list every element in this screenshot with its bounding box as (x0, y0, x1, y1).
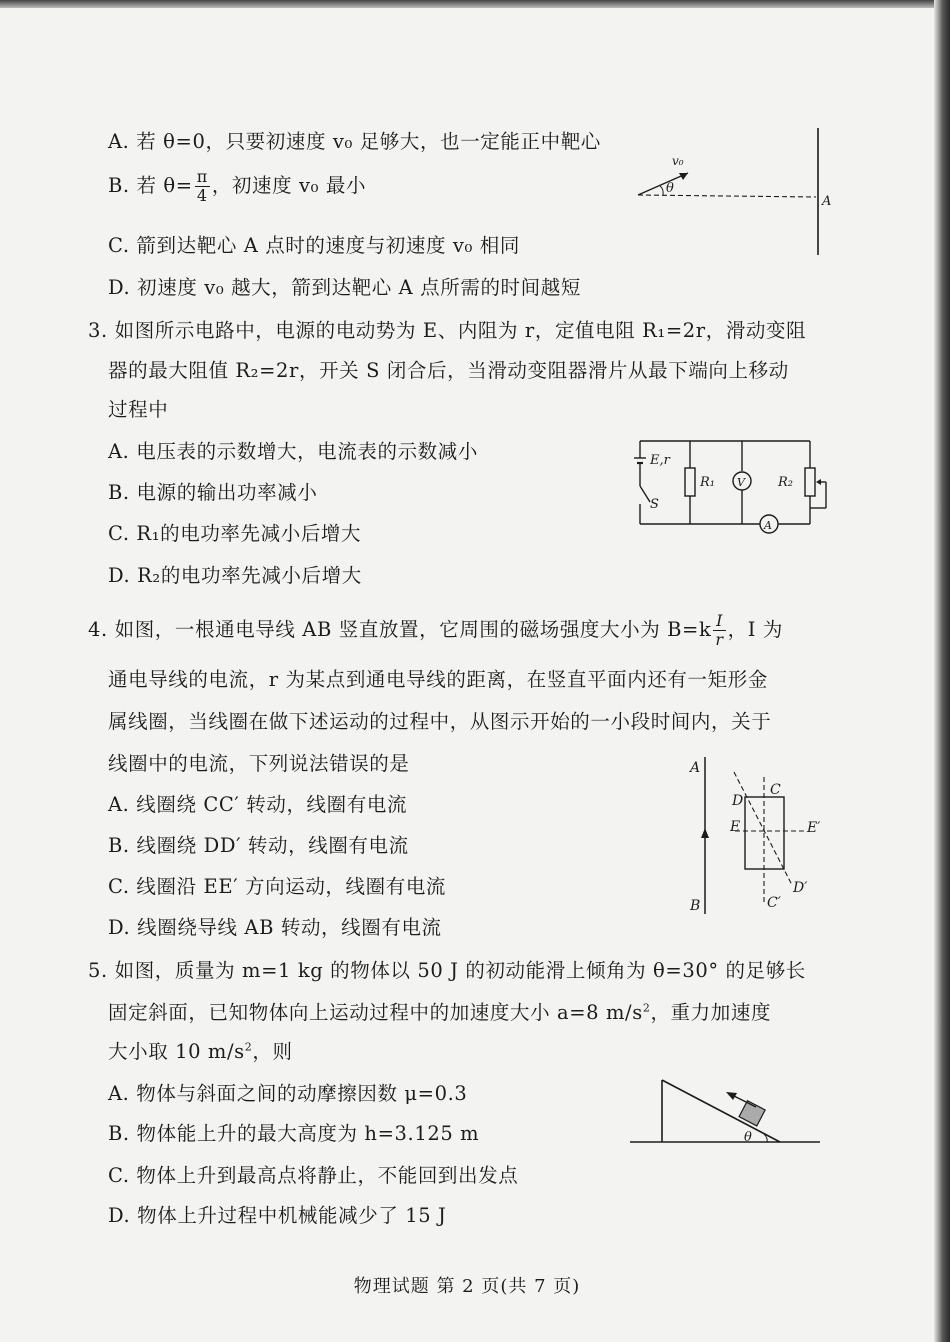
q4-wire-coil-figure (680, 752, 840, 922)
q4-stem-line-1-text: 4. 如图，一根通电导线 AB 竖直放置，它周围的磁场强度大小为 B=k (88, 618, 712, 641)
q4-stem-line-4: 线圈中的电流，下列说法错误的是 (108, 752, 410, 775)
q3-option-a: A. 电压表的示数增大，电流表的示数减小 (108, 440, 478, 463)
fraction-numerator: I (713, 612, 725, 631)
q5-stem-line-2-text: 固定斜面，已知物体向上运动过程中的加速度大小 a=8 m/s (108, 1001, 643, 1024)
r1-label: R₁ (700, 475, 715, 490)
q3-option-b: B. 电源的输出功率减小 (108, 481, 318, 504)
q5-option-a: A. 物体与斜面之间的动摩擦因数 μ=0.3 (108, 1082, 468, 1105)
q5-stem-line-3-text: 大小取 10 m/s (108, 1040, 245, 1063)
q4-stem-line-3: 属线圈，当线圈在做下述运动的过程中，从图示开始的一小段时间内，关于 (108, 710, 772, 733)
q2-arrow-target-figure (630, 125, 840, 260)
fraction-denominator: r (715, 630, 724, 649)
incline-angle-label: θ (744, 1130, 752, 1145)
q4-option-a: A. 线圈绕 CC′ 转动，线圈有电流 (108, 793, 408, 816)
q3-stem-line-1: 3. 如图所示电路中，电源的电动势为 E、内阻为 r，定值电阻 R₁=2r，滑动变阻 (88, 319, 807, 342)
wire-end-a-label: A (690, 760, 701, 776)
q5-stem-line-2-tail: ，重力加速度 (650, 1001, 772, 1024)
q4-option-d: D. 线圈绕导线 AB 转动，线圈有电流 (108, 916, 442, 939)
q2-option-a: A. 若 θ=0，只要初速度 v₀ 足够大，也一定能正中靶心 (108, 130, 601, 153)
q2-option-d: D. 初速度 v₀ 越大，箭到达靶心 A 点所需的时间越短 (108, 276, 581, 299)
scan-border-right (934, 0, 950, 1342)
q4-option-c: C. 线圈沿 EE′ 方向运动，线圈有电流 (108, 875, 447, 898)
exponent: 2 (642, 1001, 651, 1015)
axis-e-prime-label: E′ (807, 820, 821, 836)
q5-stem-line-3-tail: ，则 (252, 1040, 293, 1063)
theta-label: θ (666, 181, 674, 196)
fraction-numerator: π (196, 167, 208, 186)
emf-label: E,r (650, 453, 670, 468)
q5-option-d: D. 物体上升过程中机械能减少了 15 J (108, 1204, 447, 1227)
q4-option-b: B. 线圈绕 DD′ 转动，线圈有电流 (108, 834, 409, 857)
wire-end-b-label: B (690, 898, 701, 914)
switch-label: S (650, 497, 659, 512)
q2-option-b (108, 168, 366, 205)
q5-option-b: B. 物体能上升的最大高度为 h=3.125 m (108, 1122, 480, 1145)
q3-stem-line-3: 过程中 (108, 398, 169, 421)
q5-stem-line-1: 5. 如图，质量为 m=1 kg 的物体以 50 J 的初动能滑上倾角为 θ=30° 的足够长 (88, 959, 806, 982)
axis-d-label: D (732, 793, 744, 809)
page-footer: 物理试题 第 2 页(共 7 页) (353, 1276, 581, 1297)
i-over-r-fraction (713, 612, 725, 649)
q5-option-c: C. 物体上升到最高点将静止，不能回到出发点 (108, 1164, 519, 1187)
axis-c-label: C (770, 782, 781, 798)
q2-option-b-text: B. 若 θ= (108, 174, 193, 197)
q4-stem-line-2: 通电导线的电流，r 为某点到通电导线的距离，在竖直平面内还有一矩形金 (108, 668, 768, 691)
q2-option-b-tail: ，初速度 v₀ 最小 (211, 174, 367, 197)
exponent: 2 (244, 1040, 253, 1054)
q5-incline-figure (630, 1075, 825, 1150)
q4-stem-line-1-tail: ，I 为 (727, 618, 783, 641)
q2-option-c: C. 箭到达靶心 A 点时的速度与初速度 v₀ 相同 (108, 234, 520, 257)
q3-stem-line-2: 器的最大阻值 R₂=2r，开关 S 闭合后，当滑动变阻器滑片从最下端向上移动 (108, 359, 789, 382)
target-a-label: A (822, 194, 832, 209)
axis-c-prime-label: C′ (767, 895, 781, 911)
q3-circuit-figure (630, 436, 835, 541)
axis-e-label: E (730, 819, 741, 835)
q5-stem-line-3 (108, 1036, 293, 1064)
scan-border-top (0, 0, 950, 8)
v0-label: v₀ (672, 154, 684, 168)
q5-stem-line-2 (108, 997, 771, 1025)
axis-d-prime-label: D′ (793, 880, 808, 896)
voltmeter-label: V (737, 476, 745, 489)
q3-option-d: D. R₂的电功率先减小后增大 (108, 564, 362, 587)
q3-option-c: C. R₁的电功率先减小后增大 (108, 522, 362, 545)
r2-label: R₂ (778, 475, 793, 490)
fraction-denominator: 4 (196, 186, 208, 205)
ammeter-label: A (764, 519, 772, 532)
pi-over-4-fraction (195, 168, 210, 205)
q4-stem-line-1 (88, 612, 783, 649)
